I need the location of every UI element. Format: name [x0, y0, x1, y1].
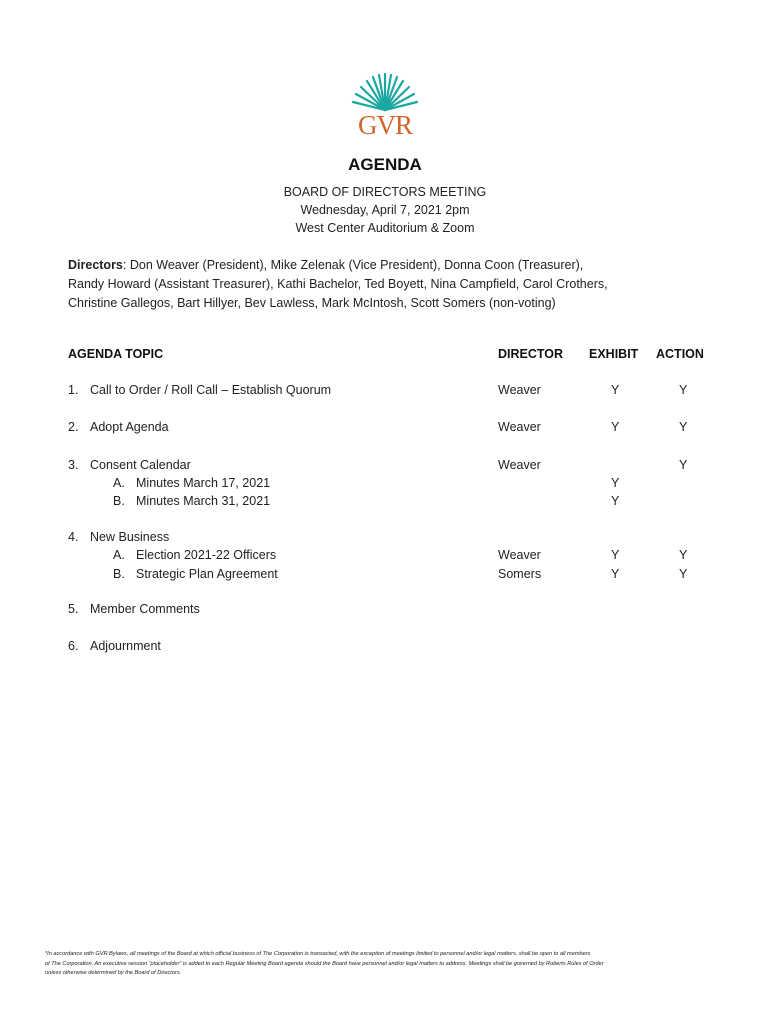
footer-line-2: of The Corporation. An executive session “placeholder” is added to each Regular Meeting Board agenda should the Board have personnel and/or legal matters to address. Meetings shall be governed by Roberts Rules of Order: [45, 960, 604, 967]
item-director: Weaver: [498, 458, 541, 472]
sub-item-exhibit: Y: [611, 494, 620, 508]
footer-line-3: unless otherwise determined by the Board of Directors.: [45, 970, 182, 976]
item-topic: Member Comments: [90, 602, 200, 616]
sub-item-letter: B.: [113, 567, 125, 581]
item-action: Y: [679, 420, 688, 434]
page-title: AGENDA: [348, 155, 422, 174]
item-number: 4.: [68, 530, 79, 544]
header-director: DIRECTOR: [498, 347, 564, 361]
item-exhibit: Y: [611, 383, 620, 397]
sub-item-topic: Minutes March 17, 2021: [136, 476, 271, 490]
sub-item-letter: A.: [113, 548, 125, 562]
sub-item-director: Somers: [498, 567, 542, 581]
sub-item-letter: A.: [113, 476, 125, 490]
meeting-name: BOARD OF DIRECTORS MEETING: [283, 185, 487, 199]
item-director: Weaver: [498, 383, 541, 397]
sub-item-action: Y: [679, 567, 688, 581]
sub-item-director: Weaver: [498, 548, 541, 562]
item-number: 2.: [68, 420, 79, 434]
item-number: 5.: [68, 602, 79, 616]
gvr-logo: [345, 72, 425, 142]
sub-item-topic: Strategic Plan Agreement: [136, 567, 278, 581]
item-number: 6.: [68, 639, 79, 653]
item-exhibit: Y: [611, 420, 620, 434]
sub-item-letter: B.: [113, 494, 125, 508]
item-topic: Consent Calendar: [90, 458, 191, 472]
directors-list: [68, 256, 708, 313]
sub-item-exhibit: Y: [611, 567, 620, 581]
item-action: Y: [679, 383, 688, 397]
sub-item-action: Y: [679, 548, 688, 562]
directors-line-1: : Don Weaver (President), Mike Zelenak (Vice President), Donna Coon (Treasurer),: [122, 258, 584, 272]
item-director: Weaver: [498, 420, 541, 434]
item-number: 1.: [68, 383, 79, 397]
directors-line-2: Randy Howard (Assistant Treasurer), Kathi Bachelor, Ted Boyett, Nina Campfield, Carol Crothers,: [68, 277, 608, 291]
header-agenda-topic: AGENDA TOPIC: [68, 347, 164, 361]
meeting-date: Wednesday, April 7, 2021 2pm: [300, 203, 470, 217]
item-action: Y: [679, 458, 688, 472]
directors-line-3: Christine Gallegos, Bart Hillyer, Bev Lawless, Mark McIntosh, Scott Somers (non-voting): [68, 296, 556, 310]
item-topic: Adopt Agenda: [90, 420, 169, 434]
item-topic: Call to Order / Roll Call – Establish Quorum: [90, 383, 332, 397]
footer-note: [45, 950, 735, 979]
item-topic: Adjournment: [90, 639, 161, 653]
item-number: 3.: [68, 458, 79, 472]
agave-fan-icon: [345, 72, 425, 114]
sub-item-exhibit: Y: [611, 548, 620, 562]
sub-item-topic: Election 2021-22 Officers: [136, 548, 277, 562]
logo-text: GVR: [357, 110, 412, 140]
footer-line-1: *In accordance with GVR Bylaws, all meetings of the Board at which official business of The Corporation is transacted, with the exception of meetings limited to personnel and/or legal matters, shall be open to all members: [45, 951, 591, 957]
directors-label: Directors: [68, 258, 123, 272]
sub-item-exhibit: Y: [611, 476, 620, 490]
meeting-location: West Center Auditorium & Zoom: [295, 221, 475, 235]
item-topic: New Business: [90, 530, 170, 544]
sub-item-topic: Minutes March 31, 2021: [136, 494, 271, 508]
header-action: ACTION: [656, 347, 704, 361]
header-exhibit: EXHIBIT: [589, 347, 639, 361]
